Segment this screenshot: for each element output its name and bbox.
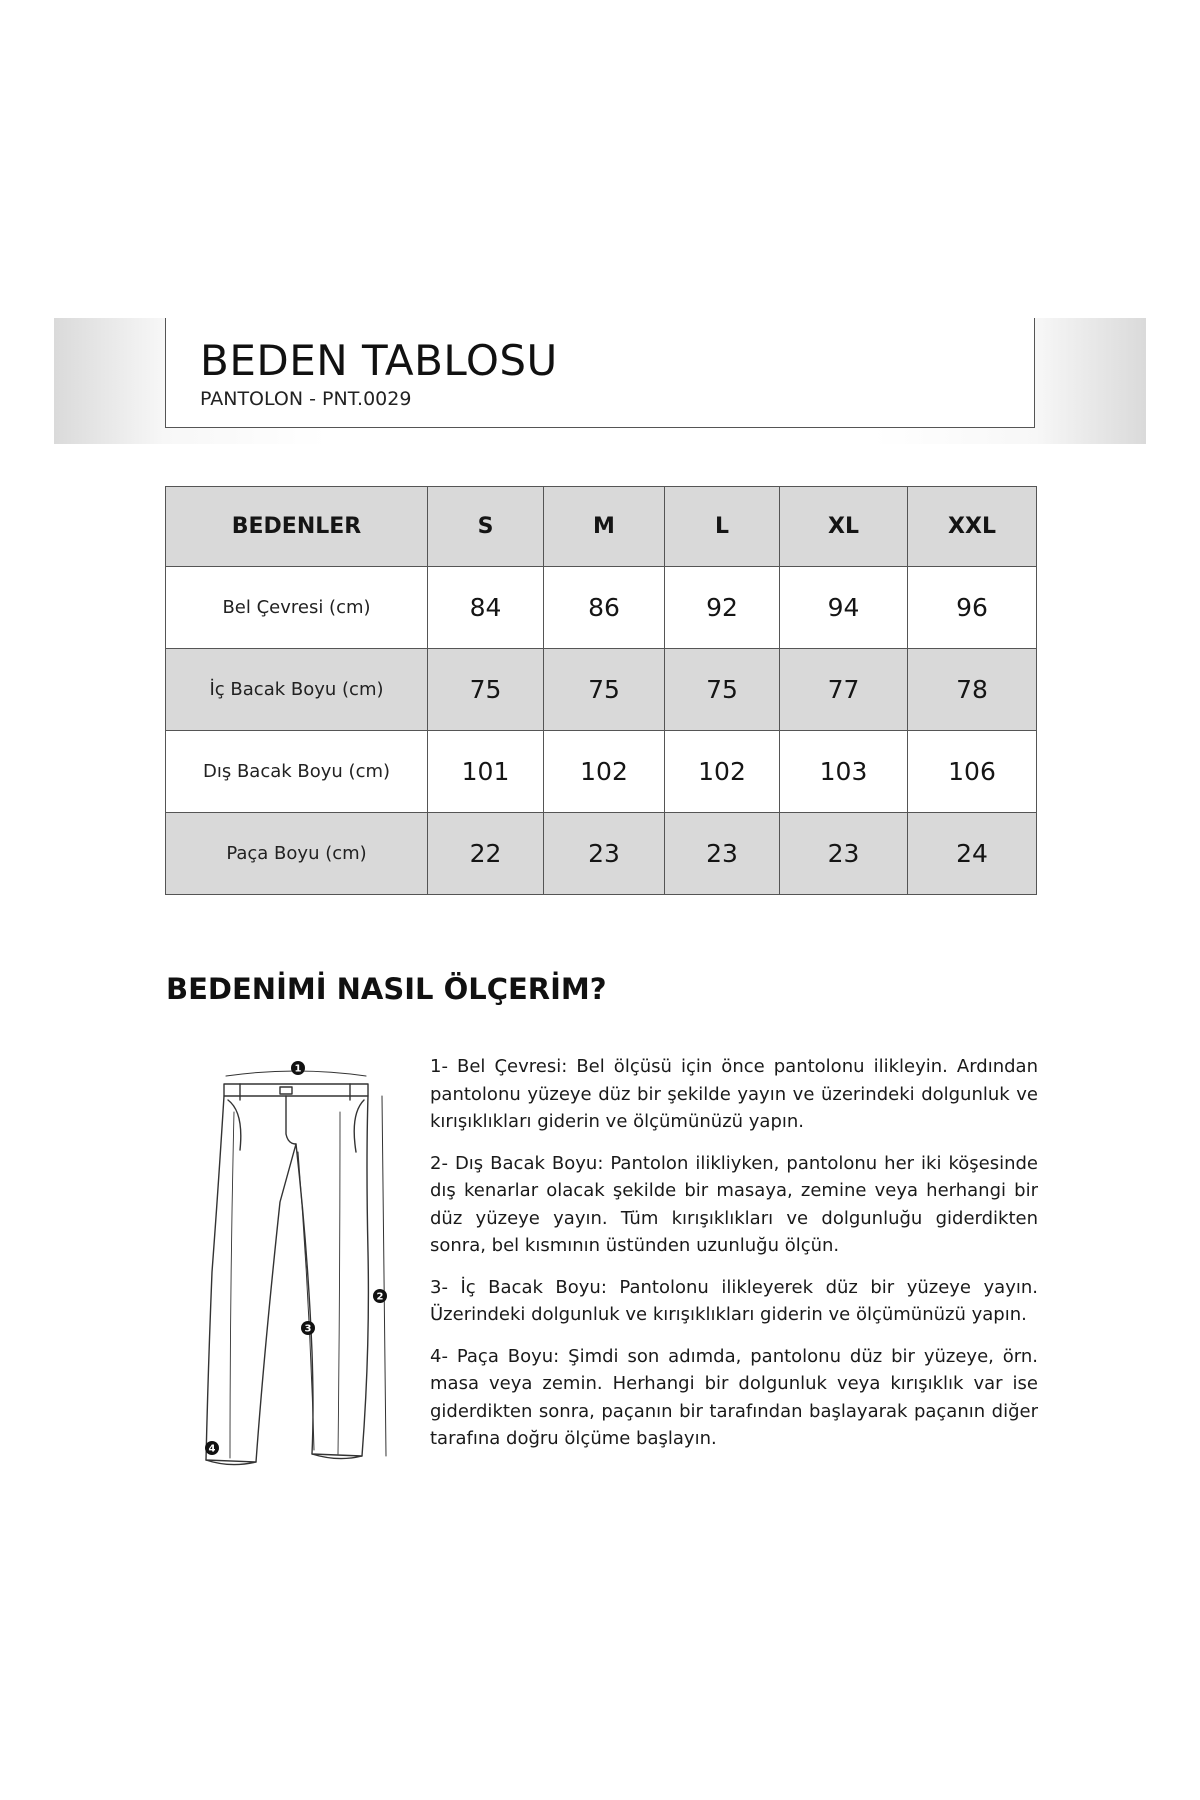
table-cell: 24 — [908, 813, 1037, 895]
table-header-cell: M — [544, 487, 665, 567]
crease-line — [338, 1112, 340, 1454]
front-pocket — [354, 1100, 364, 1152]
table-cell: 78 — [908, 649, 1037, 731]
table-cell: 23 — [665, 813, 780, 895]
marker-3 — [301, 1321, 315, 1335]
title-box — [165, 318, 1035, 428]
crease-line — [230, 1112, 234, 1458]
marker-1 — [291, 1061, 305, 1075]
table-cell: 106 — [908, 731, 1037, 813]
table-cell: 102 — [544, 731, 665, 813]
waist-button-tab — [280, 1087, 292, 1094]
table-row — [166, 731, 1037, 813]
row-label: Bel Çevresi (cm) — [166, 567, 428, 649]
table-row — [166, 567, 1037, 649]
table-cell: 92 — [665, 567, 780, 649]
product-subtitle: PANTOLON - PNT.0029 — [200, 388, 412, 410]
marker-4 — [205, 1441, 219, 1455]
instruction-paragraph: 3- İç Bacak Boyu: Pantolonu ilikleyerek düz bir yüzeye yayın. Üzerindeki dolgunluk ve kırışıklıkları giderin ve ölçümünüzü yapın. — [430, 1276, 1038, 1325]
page-title: BEDEN TABLOSU — [200, 336, 558, 385]
svg-text:1: 1 — [294, 1063, 302, 1075]
table-cell: 77 — [780, 649, 908, 731]
table-header-cell: L — [665, 487, 780, 567]
size-table — [165, 486, 1037, 895]
table-cell: 75 — [428, 649, 544, 731]
table-cell: 94 — [780, 567, 908, 649]
table-cell: 23 — [544, 813, 665, 895]
table-cell: 103 — [780, 731, 908, 813]
instruction-paragraph: 4- Paça Boyu: Şimdi son adımda, pantolonu düz bir yüzeye, örn. masa veya zemin. Herhangi bir dolgunluk veya kırışıklık var ise giderdikten sonra, paçanın bir tarafından başlayarak paçanın diğer tarafına doğru ölçüme başlayın. — [430, 1345, 1038, 1449]
table-header-cell: S — [428, 487, 544, 567]
table-cell: 102 — [665, 731, 780, 813]
table-header-cell: XL — [780, 487, 908, 567]
pants-fly — [286, 1096, 296, 1144]
table-row — [166, 649, 1037, 731]
measurement-instructions — [430, 1053, 1038, 1467]
table-cell: 96 — [908, 567, 1037, 649]
table-row — [166, 813, 1037, 895]
table-cell: 22 — [428, 813, 544, 895]
table-cell: 75 — [544, 649, 665, 731]
row-label: İç Bacak Boyu (cm) — [166, 649, 428, 731]
table-cell: 86 — [544, 567, 665, 649]
table-header-cell: BEDENLER — [166, 487, 428, 567]
inseam-guide-line — [298, 1152, 314, 1450]
svg-text:4: 4 — [208, 1443, 216, 1455]
pants-measurement-diagram — [200, 1052, 410, 1472]
table-cell: 75 — [665, 649, 780, 731]
outseam-guide-line — [382, 1096, 386, 1456]
row-label: Dış Bacak Boyu (cm) — [166, 731, 428, 813]
table-header-row — [166, 487, 1037, 567]
instruction-paragraph: 2- Dış Bacak Boyu: Pantolon ilikliyken, pantolonu her iki köşesinde dış kenarlar olacak şekilde bir masaya, zemine veya herhangi bir düz yüzeye yayın. Tüm kırışıklıkları ve dolgunluğu giderdikten sonra, bel kısmının üstünden uzunluğu ölçün. — [430, 1152, 1038, 1256]
svg-text:2: 2 — [376, 1291, 384, 1303]
row-label: Paça Boyu (cm) — [166, 813, 428, 895]
table-cell: 101 — [428, 731, 544, 813]
table-cell: 84 — [428, 567, 544, 649]
svg-text:3: 3 — [304, 1323, 312, 1335]
table-header-cell: XXL — [908, 487, 1037, 567]
table-cell: 23 — [780, 813, 908, 895]
how-to-measure-title: BEDENİMİ NASIL ÖLÇERİM? — [166, 972, 607, 1006]
instruction-paragraph: 1- Bel Çevresi: Bel ölçüsü için önce pantolonu ilikleyin. Ardından pantolonu yüzeye düz bir şekilde yayın ve üzerindeki dolgunluk ve kırışıklıkları giderin ve ölçümünüzü yapın. — [430, 1056, 1038, 1132]
marker-2 — [373, 1289, 387, 1303]
front-pocket — [228, 1100, 241, 1150]
pants-waistband — [224, 1084, 368, 1096]
